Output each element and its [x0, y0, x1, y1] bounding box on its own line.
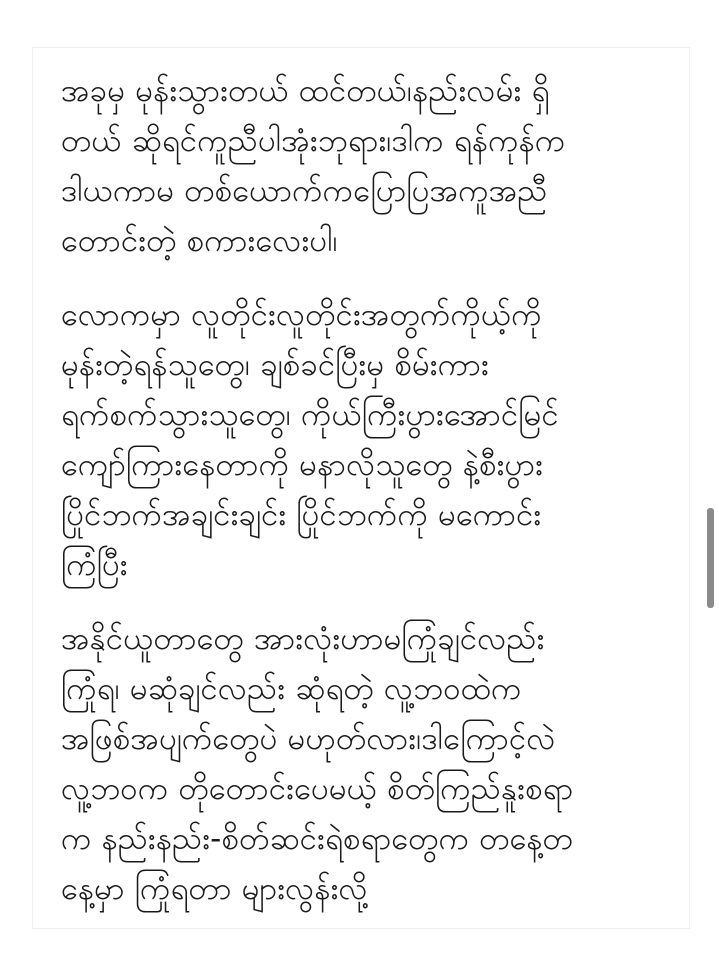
document-text	[61, 66, 681, 938]
paragraph-1	[61, 66, 681, 266]
text-line: က နည်းနည်း-စိတ်ဆင်းရဲစရာတွေက တနေ့တ	[61, 821, 574, 857]
text-line: ကြံပြီး	[61, 547, 128, 583]
text-line: နေ့မှာ ကြုံရတာ များလွန်းလို့	[61, 871, 368, 907]
text-line: မုန်းတဲ့ရန်သူတွေ၊ ချစ်ခင်ပြီးမှ စိမ်းကား	[61, 347, 489, 383]
text-line: တောင်းတဲ့ စကားလေးပါ၊	[61, 223, 338, 259]
text-line: ဒါယကာမ တစ်ယောက်ကပြောပြအကူအညီ	[61, 173, 548, 209]
text-line: ပြိုင်ဘက်အချင်းချင်း ပြိုင်ဘက်ကို မကောင်း	[61, 497, 542, 533]
text-line: တယ် ဆိုရင်ကူညီပါအုံးဘုရား၊ဒါက ရန်ကုန်က	[61, 123, 566, 159]
text-line: ရက်စက်သွားသူတွေ၊ ကိုယ်ကြီးပွားအောင်မြင်	[61, 397, 559, 433]
text-line: အနိုင်ယူတာတွေ အားလုံးဟာမကြုံချင်လည်း	[61, 621, 545, 657]
text-line: လူ့ဘဝက တိုတောင်းပေမယ့် စိတ်ကြည်နူးစရာ	[61, 771, 574, 807]
text-line: ကြုံရ၊ မဆုံချင်လည်း ဆုံရတဲ့ လူ့ဘဝထဲက	[61, 671, 522, 707]
paragraph-2	[61, 290, 681, 590]
document-page	[33, 48, 689, 928]
text-line: အခုမှ မုန်းသွားတယ် ထင်တယ်၊နည်းလမ်း ရှိ	[61, 73, 550, 109]
scrollbar-thumb[interactable]	[707, 508, 714, 608]
text-line: အဖြစ်အပျက်တွေပဲ မဟုတ်လား၊ဒါကြောင့်လဲ	[61, 721, 556, 757]
text-line: ကျော်ကြားနေတာကို မနာလိုသူတွေ နဲ့စီးပွား	[61, 447, 544, 483]
paragraph-3	[61, 614, 681, 914]
text-line: လောကမှာ လူတိုင်းလူတိုင်းအတွက်ကိုယ့်ကို	[61, 297, 542, 333]
